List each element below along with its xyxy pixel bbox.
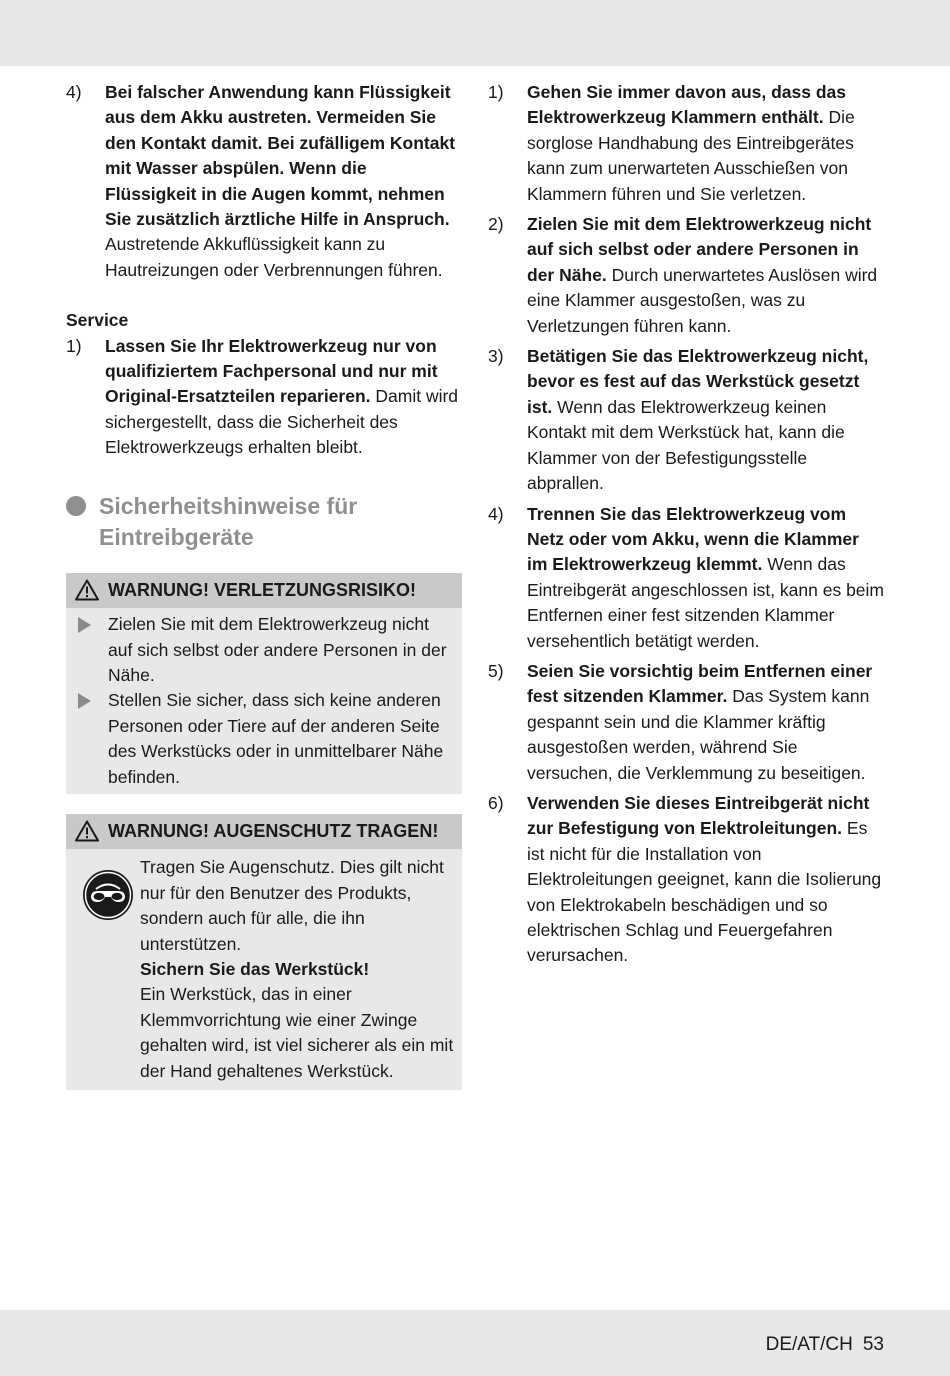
- bullet-text: Zielen Sie mit dem Elektrowerkzeug nicht auf sich selbst oder andere Personen in der Nähe.: [108, 614, 447, 685]
- eye-protection-content: [74, 853, 454, 1086]
- section-title: Sicherheitshinweise für Eintreibgeräte: [99, 492, 358, 550]
- item-number: 1): [66, 335, 82, 356]
- page-number: 53: [862, 1334, 884, 1355]
- list-item-1: [488, 80, 884, 207]
- list-item-6: [488, 791, 884, 969]
- workpiece-heading: [140, 957, 454, 982]
- item-bold-text: Verwenden Sie dieses Eintreibgerät nicht zur Befestigung von Elektroleitungen.: [527, 792, 870, 839]
- section-heading: [66, 491, 462, 553]
- item-bold-text: Lassen Sie Ihr Elektrowerkzeug nur von qualifiziertem Fachpersonal und nur mit Original-Ersatzteilen reparieren.: [105, 335, 438, 407]
- warning-bullet: [74, 612, 454, 688]
- page-footer: [766, 1332, 884, 1357]
- item-text: Damit wird sichergestellt, dass die Sicherheit des Elektrowerkzeugs erhalten bleibt.: [105, 386, 459, 458]
- warning-title: WARNUNG! VERLETZUNGSRISIKO!: [108, 579, 416, 600]
- bullet-arrow-icon: [78, 617, 91, 633]
- item-text: Durch unerwartetes Auslösen wird eine Klammer ausgestoßen, was zu Verletzungen führen kann.: [527, 264, 878, 336]
- warning-bullet: [74, 688, 454, 790]
- item-number: 4): [66, 82, 82, 102]
- item-text: Wenn das Elektrowerkzeug keinen Kontakt mit dem Werkstück hat, kann die Klammer von der Befestigungsstelle abprallen.: [527, 396, 845, 494]
- item-bold-text: Seien Sie vorsichtig beim Entfernen einer fest sitzenden Klammer.: [527, 660, 873, 707]
- item-bold-text: Gehen Sie immer davon aus, dass das Elektrowerkzeug Klammern enthält.: [527, 82, 847, 128]
- item-bold-text: Bei falscher Anwendung kann Flüssigkeit aus dem Akku austreten. Vermeiden Sie den Kontakt damit. Bei zufälligem Kontakt mit Wasser abspülen. Wenn die Flüssigkeit in die Augen kommt, nehmen Sie zusätzlich ärztliche Hilfe in Anspruch.: [105, 82, 456, 230]
- item-text: Es ist nicht für die Installation von Elektroleitungen geeignet, kann die Isolierung von Elektrokabeln beschädigen und so elektrischen Schlag und Feuergefahren verursachen.: [527, 818, 882, 966]
- footer-region: DE/AT/CH: [765, 1334, 853, 1355]
- workpiece-bold: Sichern Sie das Werkstück!: [140, 958, 370, 979]
- list-item-4: [66, 80, 462, 283]
- item-number: 1): [488, 82, 504, 102]
- bullet-arrow-icon: [78, 693, 91, 709]
- item-text: Die sorglose Handhabung des Eintreibgerätes kann zum unerwarteten Ausschießen von Klammern führen und Sie verletzen.: [527, 107, 855, 204]
- warning-body: [66, 608, 462, 794]
- item-number: 3): [488, 346, 504, 367]
- list-item-5: [488, 659, 884, 786]
- warning-body: [66, 849, 462, 1090]
- warning-header: [66, 573, 462, 608]
- warning-header: [66, 814, 462, 849]
- item-bold-text: Trennen Sie das Elektrowerkzeug vom Netz oder vom Akku, wenn die Klammer im Elektrowerkzeug klemmt.: [527, 503, 859, 575]
- right-column: [488, 80, 884, 974]
- warning-triangle-icon: [75, 820, 99, 842]
- warning-triangle-icon: [75, 579, 99, 601]
- warning-title: WARNUNG! AUGENSCHUTZ TRAGEN!: [108, 820, 439, 841]
- eye-protection-text: Tragen Sie Augenschutz. Dies gilt nicht nur für den Benutzer des Produkts, sondern auch für alle, die ihn unterstützen.: [140, 857, 444, 954]
- service-item-1: [66, 334, 462, 461]
- item-number: 2): [488, 214, 504, 235]
- left-column: [66, 80, 462, 1090]
- eye-protection-icon: [82, 869, 134, 921]
- item-text: Austretende Akkuflüssigkeit kann zu Hautreizungen oder Verbrennungen führen.: [105, 234, 443, 280]
- item-number: 5): [488, 660, 504, 681]
- service-heading: Service: [66, 310, 129, 331]
- item-bold-text: Betätigen Sie das Elektrowerkzeug nicht, bevor es fest auf das Werkstück gesetzt ist.: [527, 346, 869, 417]
- list-item-2: [488, 212, 884, 339]
- section-dot-icon: [66, 496, 86, 516]
- item-number: 4): [488, 503, 504, 524]
- warning-box-injury: [66, 573, 462, 794]
- item-text: Wenn das Eintreibgerät angeschlossen ist, kann es beim Entfernen einer fest sitzenden Klammer versehentlich betätigt werden.: [527, 554, 885, 651]
- item-bold-text: Zielen Sie mit dem Elektrowerkzeug nicht auf sich selbst oder andere Personen in der Nähe.: [527, 214, 872, 285]
- list-item-3: [488, 344, 884, 496]
- workpiece-text: Ein Werkstück, das in einer Klemmvorrichtung wie einer Zwinge gehalten wird, ist viel sicherer als ein mit der Hand gehaltenes Werkstück.: [140, 984, 454, 1081]
- list-item-4: [488, 502, 884, 654]
- warning-box-eye-protection: [66, 814, 462, 1090]
- item-text: Das System kann gespannt sein und die Klammer kräftig ausgestoßen werden, während Sie versuchen, die Verklemmung zu beseitigen.: [527, 686, 870, 783]
- header-band: [0, 0, 950, 66]
- bullet-text: Stellen Sie sicher, dass sich keine anderen Personen oder Tiere auf der anderen Seite des Werkstücks oder in unmittelbarer Nähe befinden.: [108, 690, 444, 787]
- item-number: 6): [488, 792, 504, 813]
